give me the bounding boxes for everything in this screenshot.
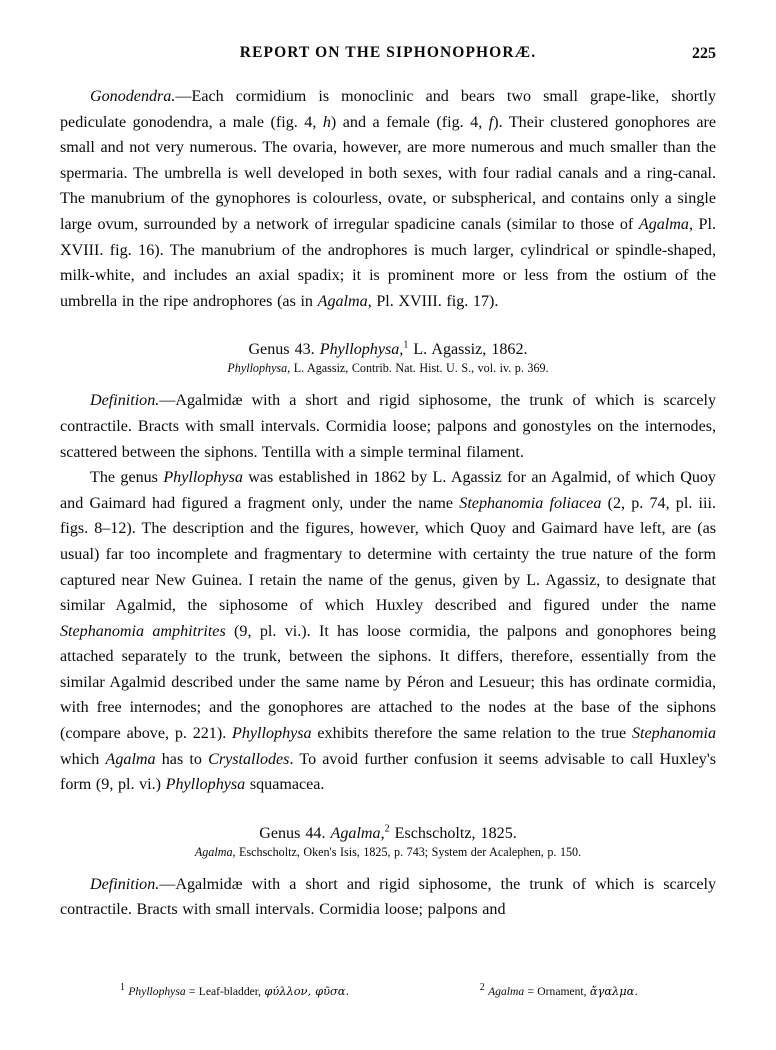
genus-44-footnote-marker: 2 <box>384 823 390 835</box>
genus-43-reference <box>60 361 716 376</box>
genus-43-heading <box>60 341 716 359</box>
paragraph-gonodendra-text: —Each cormidium is monoclinic and bears two small grape-like, shortly pediculate gonodendra, a male (fig. 4, h) and a female (fig. 4, f). Their clustered gonophores are small and not very numerous. The ovaria, however, are more numerous and much smaller than the spermaria. The umbrella is well developed in both sexes, with four radial canals and a ring-canal. The manubrium of the gynophores is colourless, ovate, or subspherical, and contains only a single large ovum, surrounded by a network of irregular spadicine canals (similar to those of Agalma, Pl. XVIII. fig. 16). The manubrium of the androphores is much larger, cylindrical or spindle-shaped, milk-white, and includes an axial spadix; it is prominent more or less from the ostium of the umbrella in the ripe androphores (as in Agalma, Pl. XVIII. fig. 17). <box>60 88 716 310</box>
paragraph-genus-43-discussion: The genus Phyllophysa was established in 1862 by L. Agassiz for an Agalmid, of which Quoy and Gaimard had figured a fragment only, under the name Stephanomia foliacea (2, p. 74, pl. iii. figs. 8–12). The description and the figures, however, which Quoy and Gaimard have left, are (as usual) far too incomplete and fragmentary to determine with certainty the true nature of the form captured near New Guinea. I retain the name of the genus, given by L. Agassiz, to designate that similar Agalmid, the siphosome of which Huxley described and figured under the name Stephanomia amphitrites (9, pl. vi.). It has loose cormidia, the palpons and gonophores being attached separately to the trunk, between the siphons. It differs, therefore, essentially from the similar Agalmid described under the same name by Péron and Lesueur; this has ordinate cormidia, with free internodes; and the gonophores are attached to the nodes at the base of the siphons (compare above, p. 221). Phyllophysa exhibits therefore the same relation to the true Stephanomia which Agalma has to Crystallodes. To avoid further confusion it seems advisable to call Huxley's form (9, pl. vi.) Phyllophysa squamacea. <box>60 469 716 794</box>
footnote-2-greek: ἄγαλμα. <box>589 984 638 998</box>
footnote-1-text: = Leaf-bladder, <box>185 985 265 998</box>
genus-44-heading-prefix: Genus 44. <box>259 824 331 842</box>
genus-43-name: Phyllophysa, <box>319 341 404 359</box>
genus-44-heading-suffix: Eschscholtz, 1825. <box>389 824 517 842</box>
running-header <box>60 44 716 70</box>
footnote-2 <box>480 984 638 998</box>
footnote-1-marker: 1 <box>120 982 125 994</box>
genus-44-heading <box>60 825 716 843</box>
footnote-1-term: Phyllophysa <box>128 985 186 998</box>
genus-44-name: Agalma, <box>330 824 385 842</box>
footnote-area <box>60 984 716 998</box>
definition-lead-44: Definition. <box>90 875 160 893</box>
genus-43-heading-prefix: Genus 43. <box>248 341 320 359</box>
footnote-1 <box>120 984 349 998</box>
genus-43-heading-suffix: L. Agassiz, 1862. <box>408 341 528 359</box>
genus-44-reference-rest: Eschscholtz, Oken's Isis, 1825, p. 743; System der Acalephen, p. 150. <box>235 844 582 859</box>
paragraph-genus-43-definition <box>60 388 716 465</box>
paragraph-gonodendra <box>60 84 716 314</box>
footnote-2-term: Agalma <box>488 985 525 998</box>
definition-text-43: —Agalmidæ with a short and rigid siphosome, the trunk of which is scarcely contractile. Bracts with small intervals. Cormidia loose; palpons and gonostyles on the internodes, scattered between the siphons. Tentilla with a simple terminal filament. <box>60 392 716 461</box>
genus-43-footnote-marker: 1 <box>403 339 409 351</box>
genus-44-reference <box>60 845 716 860</box>
footnote-1-greek: φύλλον, φῦσα. <box>264 984 350 998</box>
running-head-title: REPORT ON THE SIPHONOPHORÆ. <box>239 44 537 61</box>
genus-44-reference-name: Agalma, <box>194 844 236 859</box>
paragraph-lead-term: Gonodendra. <box>90 88 176 105</box>
genus-43-reference-name: Phyllophysa, <box>227 361 291 376</box>
genus-43-reference-rest: L. Agassiz, Contrib. Nat. Hist. U. S., vol. iv. p. 369. <box>290 361 549 376</box>
paragraph-genus-44-definition <box>60 872 716 923</box>
page-number: 225 <box>692 45 716 62</box>
definition-text-44: —Agalmidæ with a short and rigid siphosome, the trunk of which is scarcely contractile. Bracts with small intervals. Cormidia loose; palpons and <box>60 875 716 919</box>
footnote-2-text: = Ornament, <box>524 985 590 998</box>
footnote-2-marker: 2 <box>479 982 485 994</box>
definition-lead-43: Definition. <box>90 392 160 410</box>
